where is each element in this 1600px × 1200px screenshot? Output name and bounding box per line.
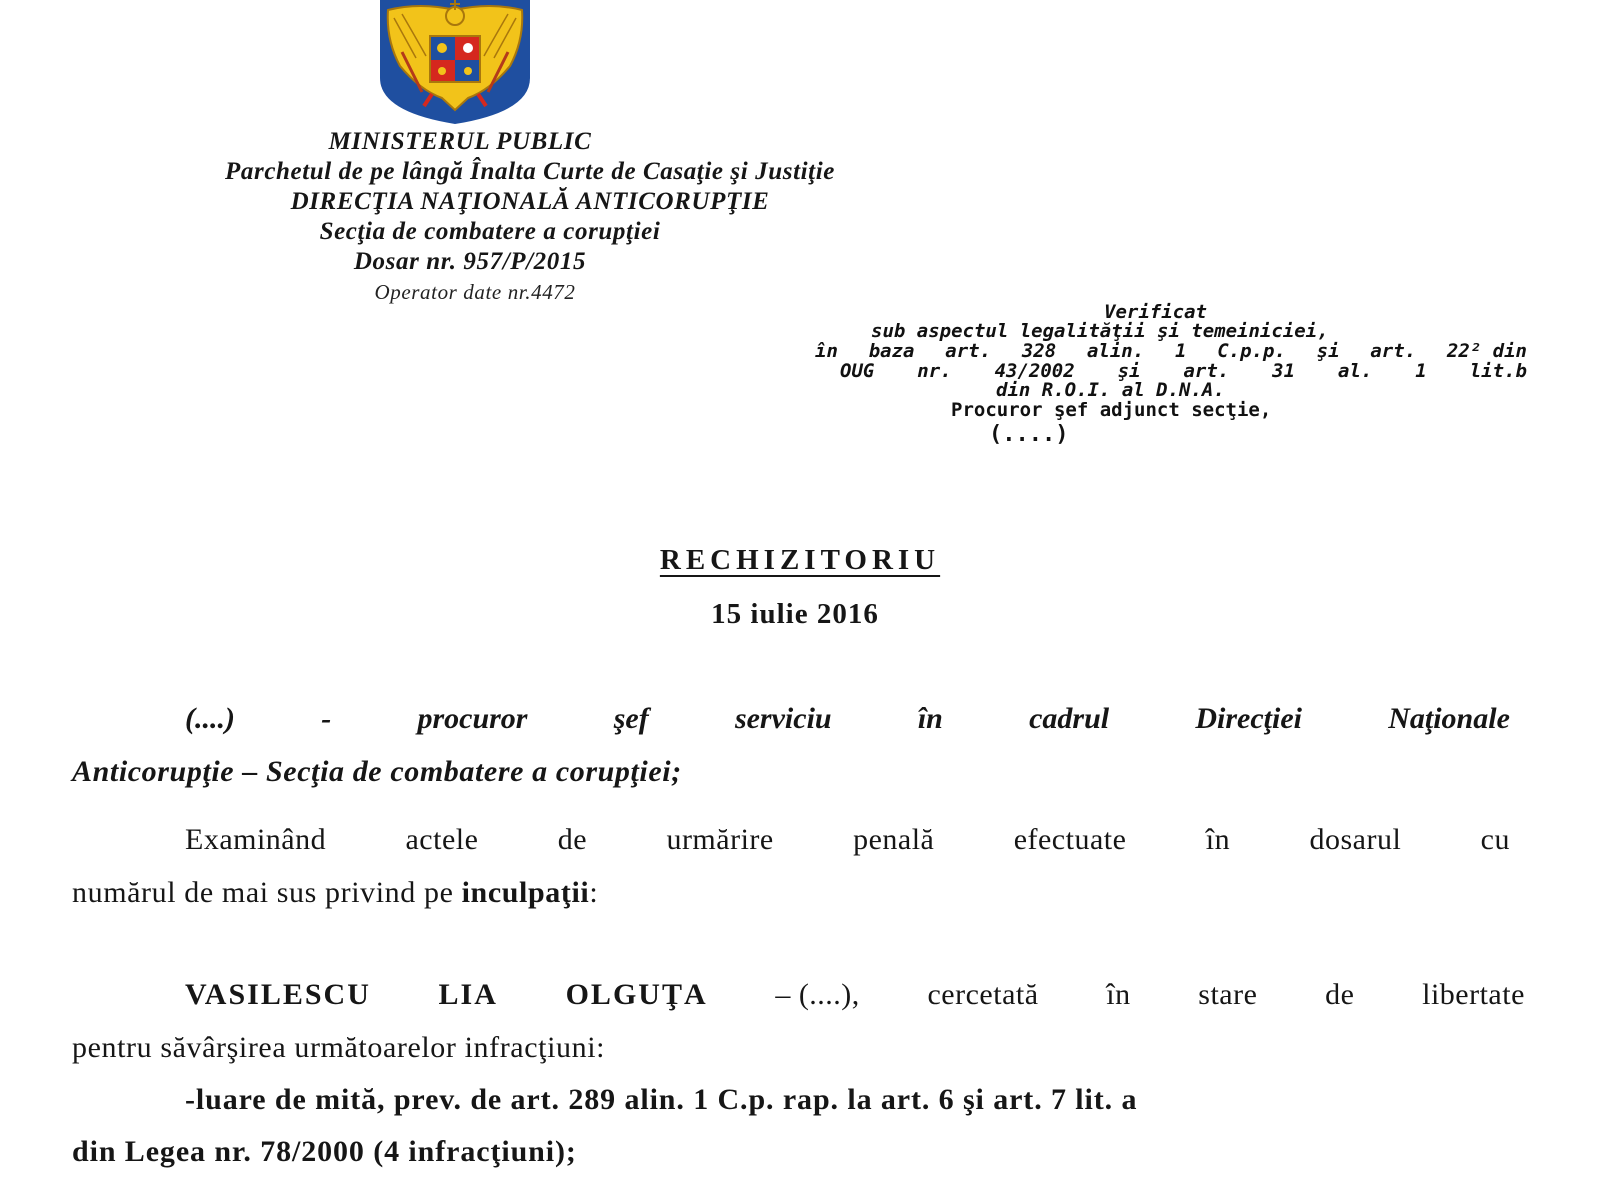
word: stare — [1198, 978, 1258, 1011]
verification-line-3 — [815, 340, 1527, 362]
word: în — [815, 340, 838, 362]
word: art. — [1183, 360, 1230, 382]
word: alin. — [1086, 340, 1145, 362]
text: numărul de mai sus privind pe — [72, 876, 462, 909]
word: art. — [1370, 340, 1417, 362]
word: serviciu — [734, 702, 832, 735]
defendant-name: OLGUŢA — [565, 978, 708, 1011]
word: - — [321, 702, 332, 735]
paragraph-2-line-2 — [72, 876, 598, 910]
word: de — [557, 823, 588, 856]
document-title — [0, 544, 1600, 577]
section-name: Secţia de combatere a corupţiei — [319, 218, 661, 245]
word: Direcţiei — [1195, 702, 1302, 735]
word: penală — [853, 823, 935, 856]
word: al. — [1338, 360, 1373, 382]
document-date: 15 iulie 2016 — [711, 598, 879, 630]
word: art. — [945, 340, 992, 362]
word: C.p.p. — [1217, 340, 1286, 362]
ministry-name: MINISTERUL PUBLIC — [328, 128, 592, 155]
verification-title: Verificat — [1104, 301, 1207, 323]
charge-line-2: din Legea nr. 78/2000 (4 infracţiuni); — [72, 1135, 577, 1168]
verification-line-6: Procuror şef adjunct secţie, — [951, 399, 1272, 421]
defendant-name: LIA — [438, 978, 498, 1011]
word: cercetată — [927, 978, 1039, 1011]
operator-number: Operator date nr.4472 — [374, 280, 576, 304]
verification-line-5: din R.O.I. al D.N.A. — [996, 379, 1225, 401]
word: dosarul — [1309, 823, 1402, 856]
word: 328 — [1021, 340, 1057, 362]
parchet-name: Parchetul de pe lângă Înalta Curte de Casaţie şi Justiţie — [225, 158, 835, 185]
word: cadrul — [1029, 702, 1110, 735]
charge-line-1: -luare de mită, prev. de art. 289 alin. 1 C.p. rap. la art. 6 şi art. 7 lit. a — [185, 1083, 1138, 1116]
word: Naţionale — [1388, 702, 1510, 735]
verification-line-2: sub aspectul legalităţii şi temeiniciei, — [871, 320, 1329, 342]
paragraph-3-line-2: pentru săvârşirea următoarelor infracţiuni: — [72, 1031, 606, 1064]
paragraph-1-line-2: Anticorupţie – Secţia de combatere a corupţiei; — [72, 755, 682, 788]
paragraph-2-line-1 — [185, 823, 1510, 857]
word: de — [1325, 978, 1355, 1011]
verification-signature: (....) — [989, 422, 1069, 447]
file-number: Dosar nr. 957/P/2015 — [353, 248, 587, 275]
word: şi — [1316, 340, 1340, 362]
paragraph-3-line-1 — [185, 978, 1525, 1012]
word: 1 — [1174, 340, 1187, 362]
text: : — [589, 876, 599, 909]
word: urmărire — [666, 823, 774, 856]
word: în — [1106, 978, 1131, 1011]
defendant-name: VASILESCU — [185, 978, 371, 1011]
word: 22² din — [1446, 340, 1527, 362]
word: cu — [1480, 823, 1510, 856]
word: 43/2002 — [994, 360, 1075, 382]
word: efectuate — [1013, 823, 1127, 856]
word: (....) — [185, 702, 235, 735]
word: în — [1205, 823, 1231, 856]
word: 1 — [1415, 360, 1427, 382]
word: libertate — [1422, 978, 1525, 1011]
romanian-coat-of-arms-icon — [372, 0, 538, 124]
directorate-name: DIRECŢIA NAŢIONALĂ ANTICORUPŢIE — [290, 188, 770, 215]
document-title-text: RECHIZITORIU — [659, 544, 941, 576]
word: OUG — [840, 360, 875, 382]
word: nr. — [917, 360, 952, 382]
word: şef — [613, 702, 649, 735]
word: Examinând — [185, 823, 327, 856]
word: – (....), — [775, 978, 860, 1011]
word: baza — [868, 340, 915, 362]
word: în — [917, 702, 943, 735]
word: actele — [405, 823, 479, 856]
word: 31 — [1272, 360, 1296, 382]
word: şi — [1117, 360, 1141, 382]
word: lit.b — [1469, 360, 1527, 382]
defendants-label: inculpaţii — [461, 876, 590, 909]
paragraph-1-line-1 — [185, 702, 1510, 736]
word: procuror — [417, 702, 528, 735]
